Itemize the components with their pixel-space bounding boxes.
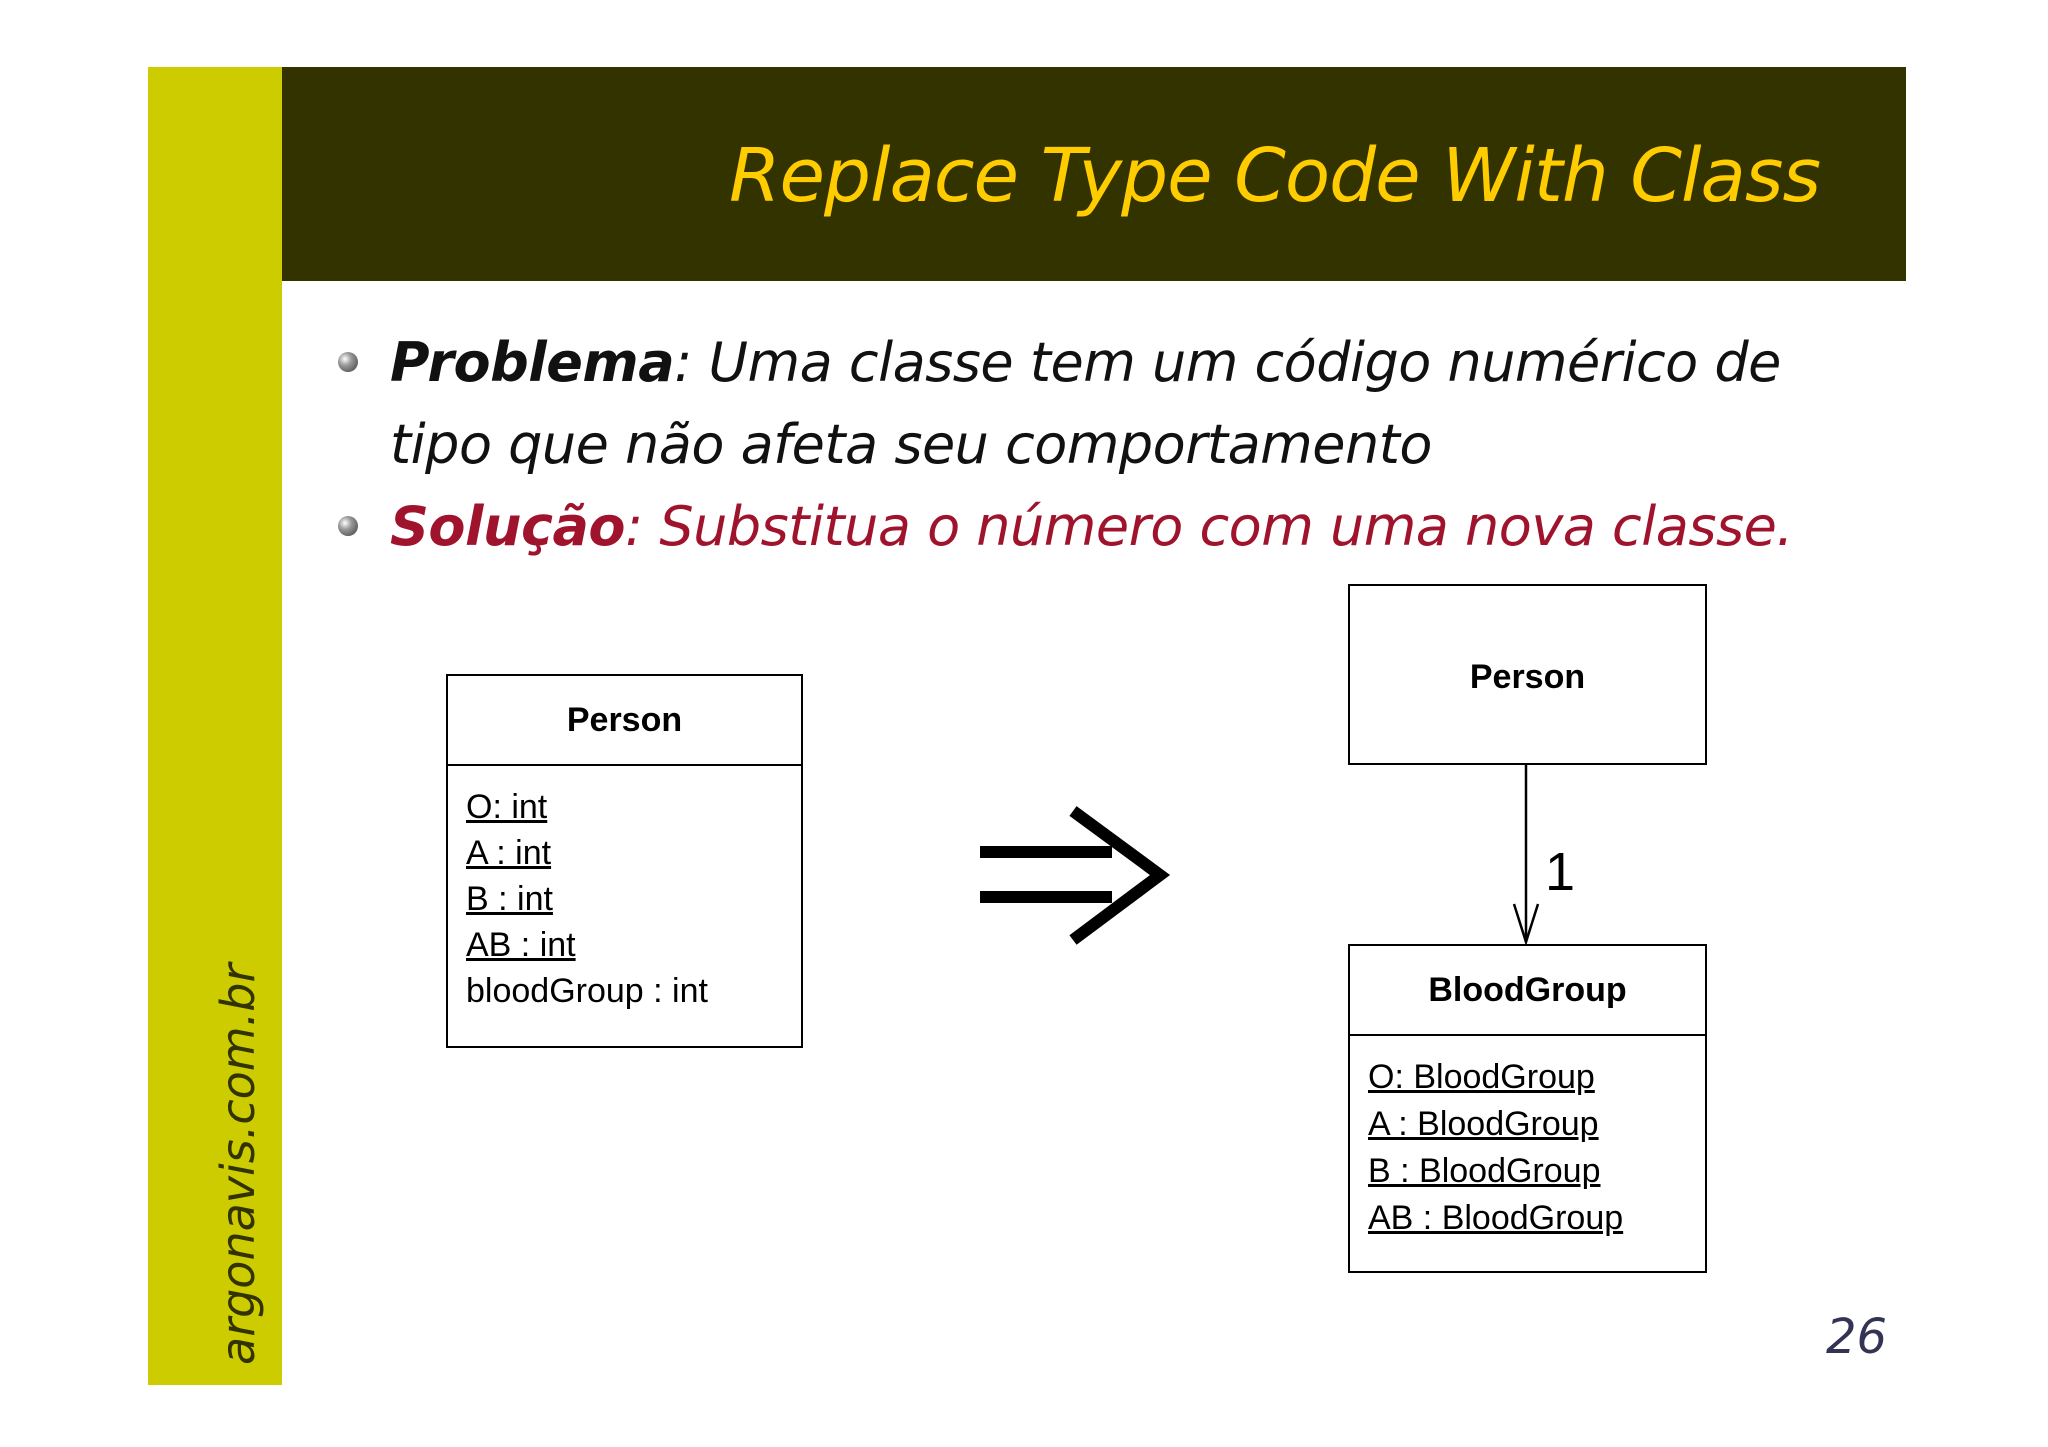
uml-class-name: Person: [1469, 658, 1586, 696]
association-multiplicity: 1: [1545, 842, 1576, 902]
bullet-text: : Uma classe tem um código numérico de tipo que não afeta seu comportamento: [390, 331, 1781, 476]
arrow-head: [1073, 811, 1160, 940]
bullet-text: : Substitua o número com uma nova classe.: [625, 495, 1793, 558]
uml-attribute: O: BloodGroup: [1368, 1058, 1595, 1096]
uml-class-name: Person: [448, 676, 801, 766]
uml-attribute: AB : BloodGroup: [1368, 1199, 1624, 1237]
transform-arrow-icon: [980, 811, 1160, 940]
page-number: 26: [1826, 1309, 1888, 1365]
uml-attribute: A : BloodGroup: [1368, 1105, 1599, 1143]
site-url: argonavis.com.br: [211, 963, 265, 1365]
uml-attribute: A : int: [466, 834, 552, 872]
slide-title: Replace Type Code With Class: [729, 133, 1820, 219]
uml-attribute: O: int: [466, 788, 548, 826]
bullet-term: Problema: [390, 331, 675, 394]
uml-class-name: BloodGroup: [1350, 946, 1705, 1036]
uml-attribute: bloodGroup : int: [466, 972, 708, 1010]
association-arrow-icon: [1514, 765, 1538, 942]
uml-attribute: B : int: [466, 880, 553, 918]
uml-attribute: AB : int: [466, 926, 576, 964]
bullet-term: Solução: [390, 495, 625, 558]
uml-attribute: B : BloodGroup: [1368, 1152, 1601, 1190]
